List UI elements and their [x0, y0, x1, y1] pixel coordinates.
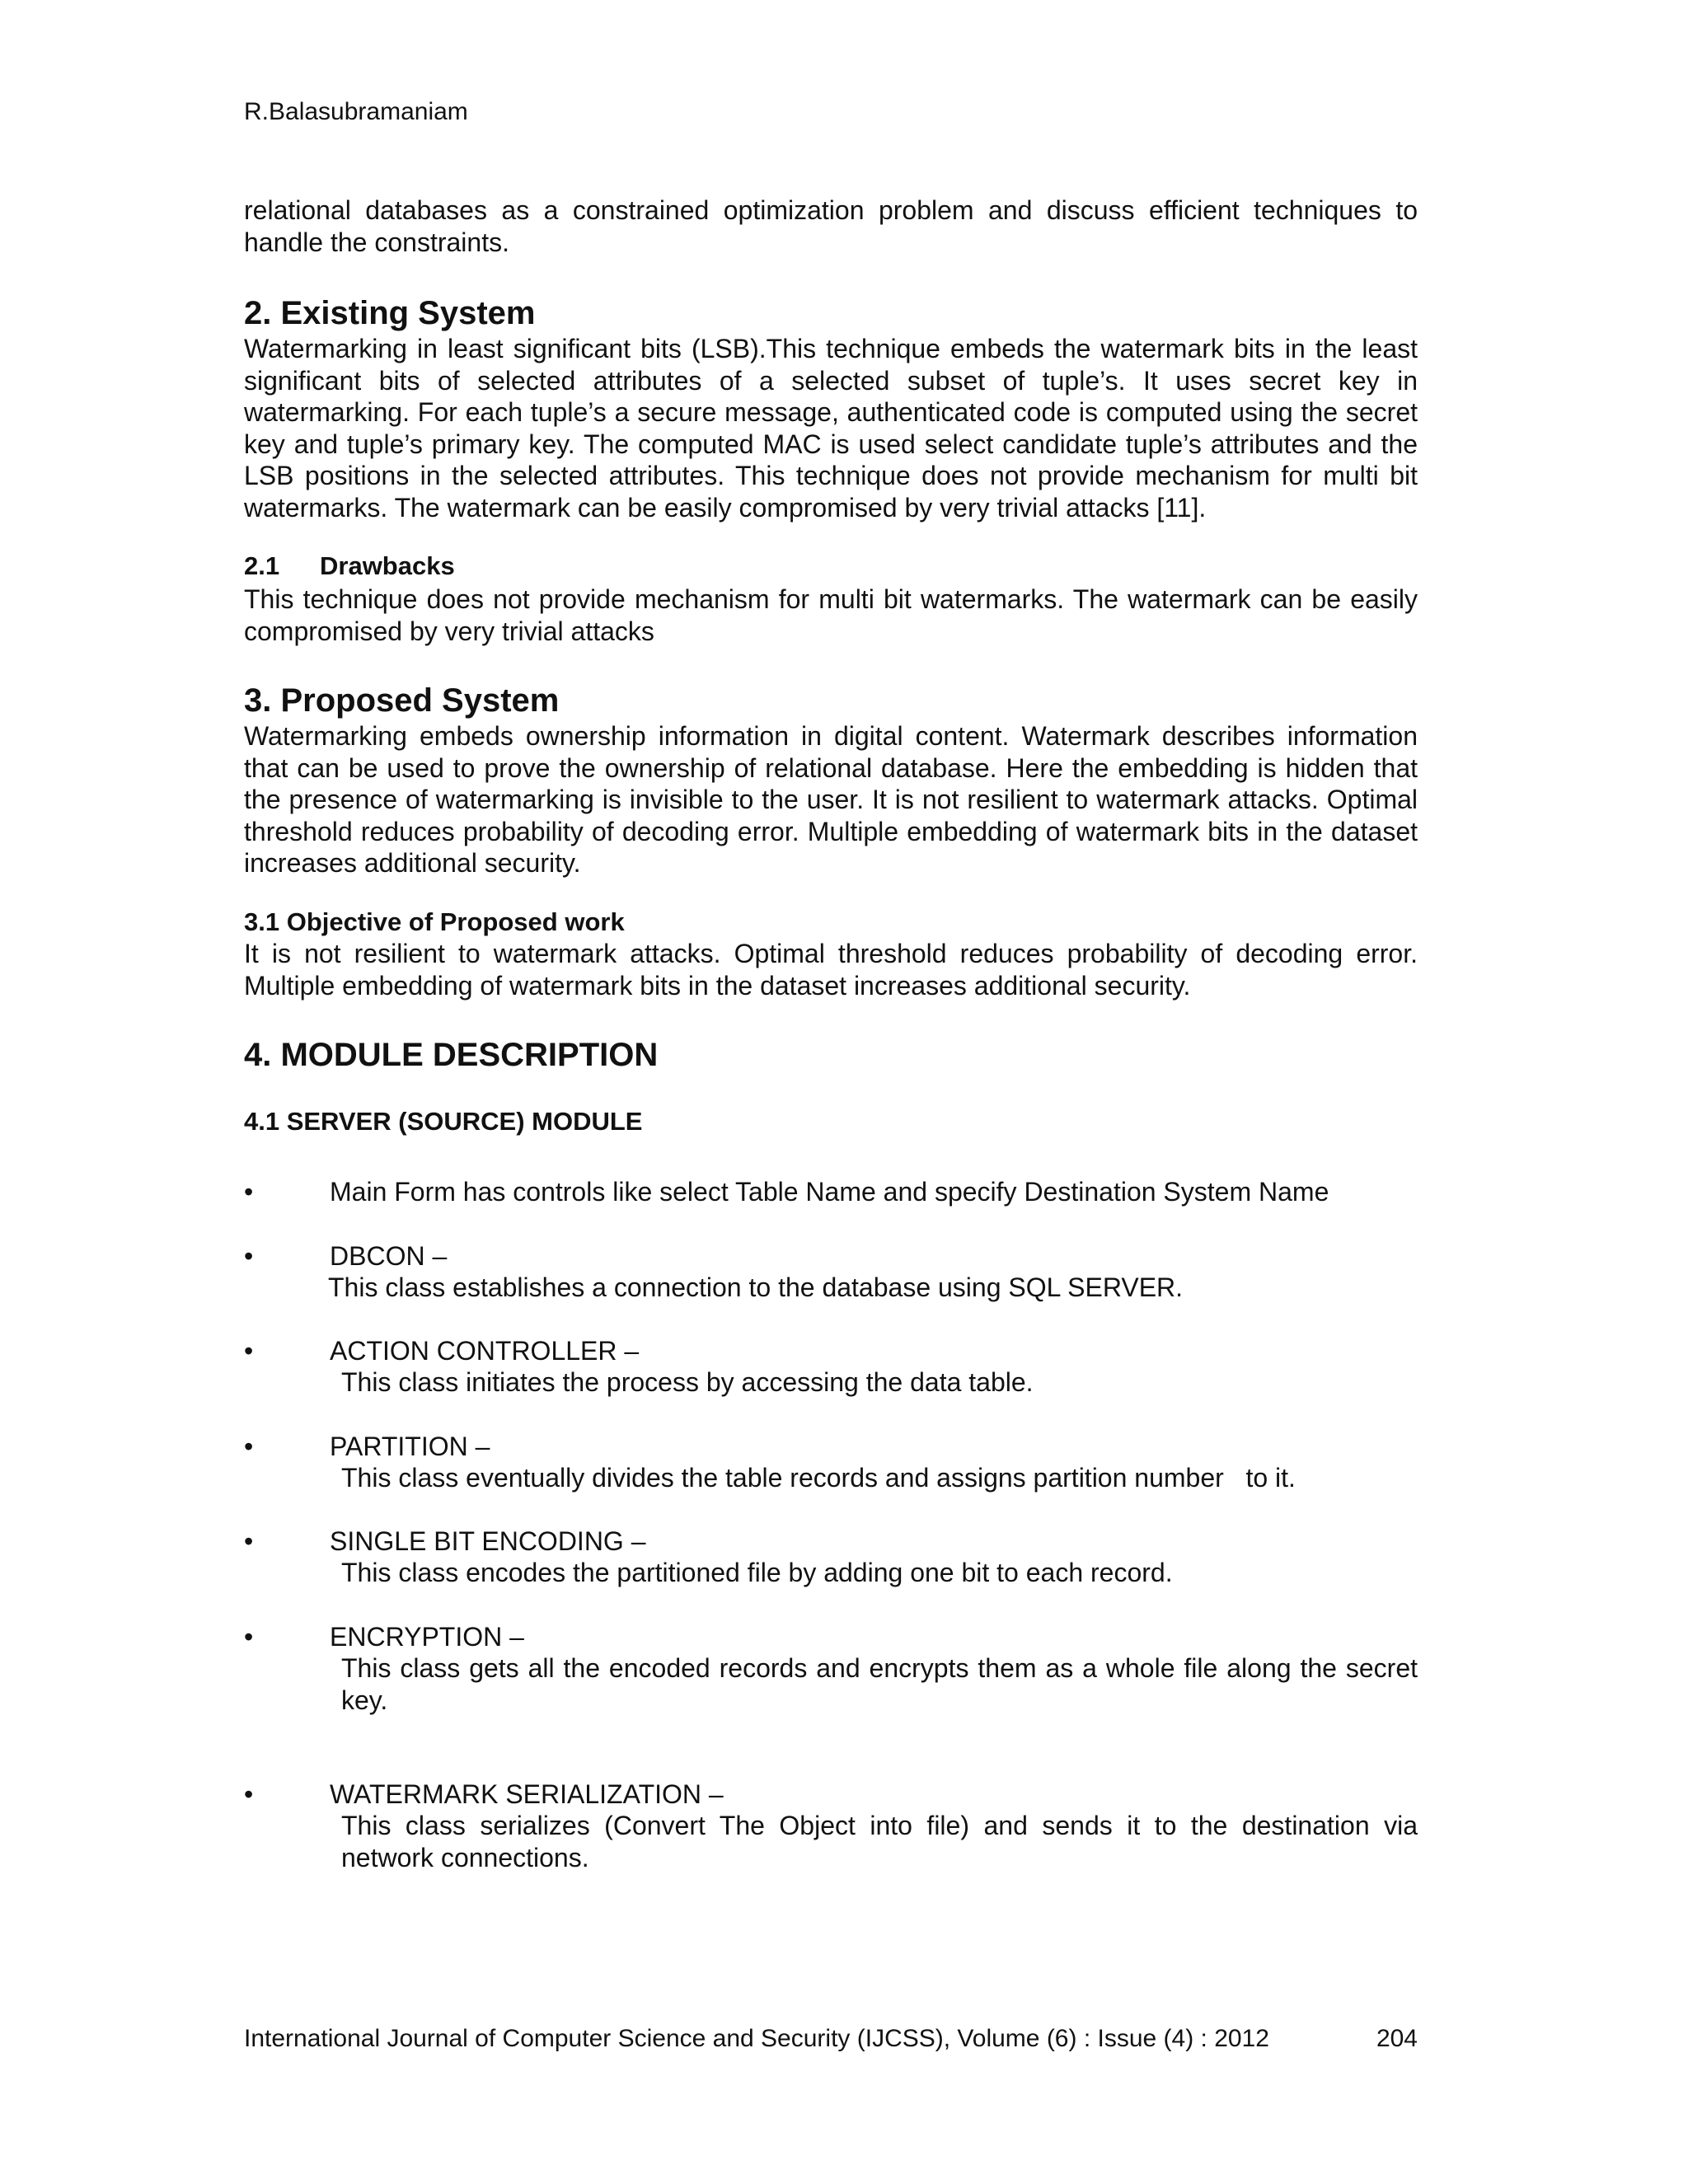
- running-header-author: R.Balasubramaniam: [244, 98, 468, 125]
- module-item-encryption-title: ENCRYPTION –: [330, 1622, 524, 1652]
- section-2-heading: 2. Existing System: [244, 295, 536, 331]
- module-item-partition-title: PARTITION –: [330, 1432, 490, 1461]
- module-item-main-form: Main Form has controls like select Table Name and specify Destination System Name: [330, 1177, 1329, 1207]
- bullet-marker: •: [244, 1336, 254, 1366]
- bullet-marker: •: [244, 1177, 254, 1207]
- module-item-watermark-serialization-title: WATERMARK SERIALIZATION –: [330, 1779, 724, 1809]
- module-item-action-controller-title: ACTION CONTROLLER –: [330, 1336, 640, 1366]
- module-item-action-controller-desc: This class initiates the process by accessing the data table.: [341, 1367, 1034, 1397]
- module-item-dbcon-desc: This class establishes a connection to the database using SQL SERVER.: [328, 1272, 1184, 1302]
- module-item-single-bit-encoding-title: SINGLE BIT ENCODING –: [330, 1526, 646, 1556]
- bullet-marker: •: [244, 1779, 254, 1809]
- bullet-marker: •: [244, 1241, 254, 1271]
- section-4-1-heading: 4.1 SERVER (SOURCE) MODULE: [244, 1107, 643, 1136]
- section-2-body: Watermarking in least significant bits (LSB).This technique embeds the watermark bits in the least significant bits of selected attributes of a selected subset of tuple’s. It uses secret key in watermarking. For each tuple’s a secure message, authenticated code is computed using the secret key and tuple’s primary key. The computed MAC is used select candidate tuple’s attributes and the LSB positions in the selected attributes. This technique does not provide mechanism for multi bit watermarks. The watermark can be easily compromised by very trivial attacks [11].: [244, 334, 1418, 523]
- bullet-marker: •: [244, 1526, 254, 1556]
- section-2-1-title: Drawbacks: [320, 551, 455, 580]
- section-2-1-number: 2.1: [244, 551, 280, 580]
- bullet-marker: •: [244, 1432, 254, 1461]
- footer-journal-citation: International Journal of Computer Science and Security (IJCSS), Volume (6) : Issue (4) : 2012: [244, 2025, 1269, 2052]
- section-3-1-heading: 3.1 Objective of Proposed work: [244, 907, 625, 936]
- module-item-single-bit-encoding-desc: This class encodes the partitioned file by adding one bit to each record.: [341, 1558, 1173, 1587]
- section-4-heading: 4. MODULE DESCRIPTION: [244, 1037, 659, 1073]
- bullet-marker: •: [244, 1622, 254, 1652]
- page-number: 204: [1376, 2025, 1418, 2052]
- section-2-1-body: This technique does not provide mechanism for multi bit watermarks. The watermark can be easily compromised by very trivial attacks: [244, 584, 1418, 646]
- section-3-1-body: It is not resilient to watermark attacks. Optimal threshold reduces probability of decoding error. Multiple embedding of watermark bits in the dataset increases additional security.: [244, 939, 1418, 1001]
- module-item-dbcon-title: DBCON –: [330, 1241, 448, 1271]
- module-item-watermark-serialization-desc: This class serializes (Convert The Object into file) and sends it to the destination via network connections.: [341, 1811, 1418, 1872]
- section-2-1-heading: [244, 551, 455, 582]
- intro-paragraph: relational databases as a constrained optimization problem and discuss efficient techniques to handle the constraints.: [244, 195, 1418, 257]
- module-item-encryption-desc: This class gets all the encoded records and encrypts them as a whole file along the secret key.: [341, 1653, 1418, 1715]
- section-3-heading: 3. Proposed System: [244, 682, 560, 719]
- section-3-body: Watermarking embeds ownership information in digital content. Watermark describes information that can be used to prove the ownership of relational database. Here the embedding is hidden that the presence of watermarking is invisible to the user. It is not resilient to watermark attacks. Optimal threshold reduces probability of decoding error. Multiple embedding of watermark bits in the dataset increases additional security.: [244, 721, 1418, 878]
- module-item-partition-desc: This class eventually divides the table records and assigns partition number to it.: [341, 1463, 1296, 1493]
